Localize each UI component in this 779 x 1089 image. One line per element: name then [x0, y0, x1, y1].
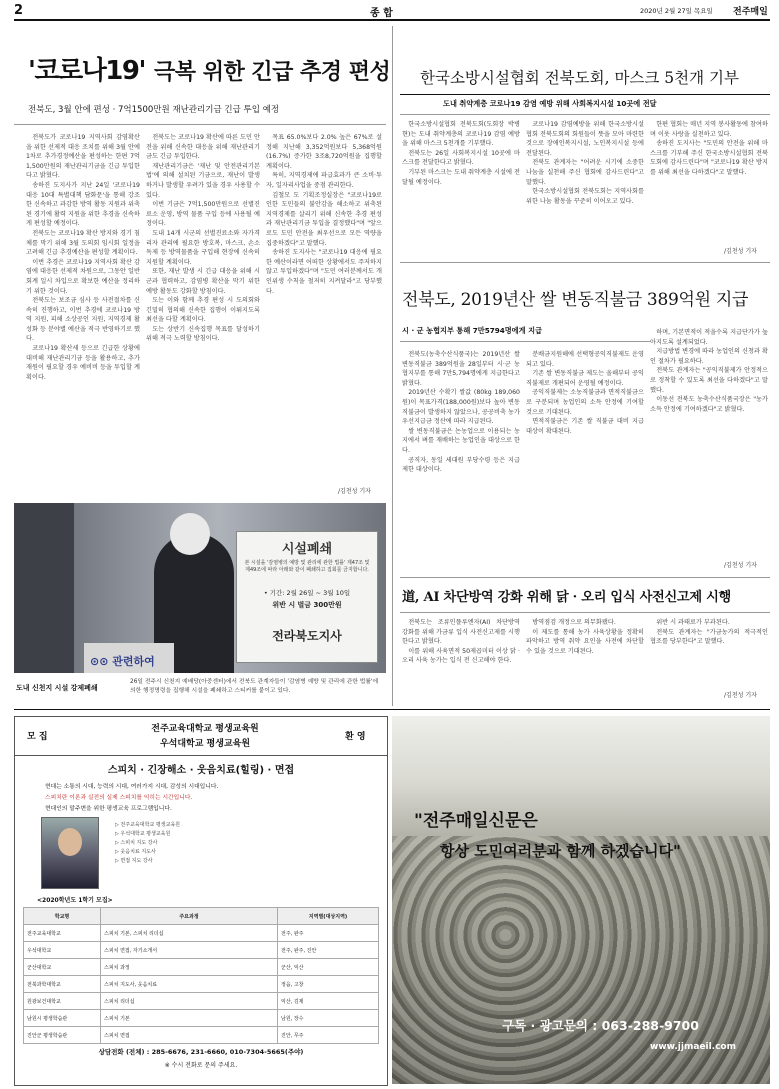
paragraph: 송하진 도지사는 "코로나19 대응에 필요한 예산이라면 어떠한 상황에서도 주저하지 않고 투입하겠다"며 "도민 여러분께서도 개인위생 수칙을 철저히 지켜달라"고 당부했다. [266, 249, 382, 295]
table-cell: 스피치 리더십 [101, 993, 278, 1010]
issue-date: 2020년 2월 27일 목요일 [640, 7, 713, 15]
paragraph: 쌀 변동직불금은 논농업으로 이용되는 농지에서 벼를 재배하는 농업인을 대상으로 한다. [402, 427, 520, 454]
paragraph: 한국소방시설협회 전북도회(도회장 박병현)는 도내 취약계층의 코로나19 감염 예방을 위해 마스크 5천개를 기부했다. [402, 121, 520, 148]
article3-subhead: 시 · 군 농협지부 통해 7만5794명에게 지급 [402, 326, 542, 335]
ad2-slogan-2: 항상 도민여러분과 함께 하겠습니다" [440, 842, 681, 860]
table-cell: 군산대학교 [24, 959, 101, 976]
paragraph: 한국소방시설협회 전북도회는 지역사회를 위한 나눔 활동을 꾸준히 이어오고 있다. [526, 188, 644, 205]
article1-headline-tag: '코로나19' [28, 56, 145, 86]
paragraph: 재난관리기금은 '재난 및 안전관리기본법'에 의해 설치된 기금으로, 재난이 발생하거나 발생할 우려가 있을 경우 사용할 수 있다. [146, 162, 260, 199]
article2-rule [400, 94, 770, 95]
article2-col2 [526, 120, 644, 260]
article2-col1 [402, 120, 520, 260]
paragraph: 한편 협회는 매년 지역 봉사활동에 참여하며 이웃 사랑을 실천하고 있다. [650, 121, 768, 138]
paragraph: 이번 추경은 코로나19 지역사회 확산 감염에 대응한 선제적 차원으로, 그동안 일반회계 일시 차입으로 확보한 예산을 정리하기 위한 것이다. [26, 258, 140, 295]
article1-col1 [26, 133, 140, 488]
paragraph: 면적직불금은 기존 쌀 직불금 대비 지급 대상이 확대된다. [526, 418, 644, 435]
paragraph: 이동선 전북도 농축수산식품국장은 "농가 소득 안정에 기여하겠다"고 밝혔다. [650, 396, 768, 413]
paragraph: 전북도는 코로나19 확산에 따른 도민 안전을 위해 신속한 대응을 위해 재난관리기금도 긴급 투입한다. [146, 134, 260, 161]
ad1-header [15, 717, 387, 756]
article2-subhead: 도내 취약계층 코로나19 감염 예방 위해 사회복지시설 10곳에 전달 [443, 99, 657, 108]
ad1-contact-note: ※ 수시 전화로 문의 주세요. [164, 1062, 238, 1069]
paragraph: 특히, 지역경제에 파급효과가 큰 소비·투자, 일자리사업을 중점 관리한다. [266, 172, 382, 189]
paragraph: 전북도 관계자는 "어려운 시기에 소중한 나눔을 실천해 주신 협회에 감사드린다"고 말했다. [526, 159, 644, 186]
table-cell: 스피치 기본, 스피치 리더십 [101, 925, 278, 942]
table-header-row [24, 908, 379, 925]
profile-line: ▷ 우석대학교 평생교육원 [115, 831, 171, 837]
paragraph: 목표 65.0%보다 2.0% 높은 67%로 설정해 지난해 3,352억원보다 5,368억원(16.7%) 증가한 3조8,720억원을 집행할 계획이다. [266, 134, 382, 170]
article2-sub-rule [400, 114, 770, 115]
table-row [24, 925, 379, 942]
paragraph: 도는 상반기 신속집행 목표를 달성하기 위해 적극 노력할 방침이다. [146, 325, 260, 343]
article3-col2 [526, 350, 644, 575]
paragraph: 김철모 도 기획조정실장은 "코로나19로 인한 도민들의 불안감을 해소하고 위축된 지역경제를 살리기 위해 신속한 추경 편성과 재난관리기금 투입을 결정했다"며 "앞으로도 도민 안전을 최우선으로 모든 역량을 집중하겠다"고 말했다. [266, 191, 382, 247]
paragraph: 이를 위해 사육면적 50제곱미터 이상 닭 · 오리 사육 농가는 입식 전 신고해야 한다. [402, 647, 520, 665]
table-cell: 익산, 김제 [278, 993, 379, 1010]
paragraph: 또한, 재난 발생 시 긴급 대응을 위해 시군과 협력하고, 감염병 확산을 막기 위한 예방 활동도 강화할 방침이다. [146, 268, 260, 295]
newspaper-promo-ad [392, 716, 770, 1084]
table-cell: 전주, 완주 [278, 925, 379, 942]
photo1-caption-text: 26일 전주시 신천지 예배당(아중센터)에서 전북도 관계자들이 '감염병 예방 및 관리에 관한 법률'에 의한 행정명령을 집행해 시설을 폐쇄하고 스티커를 붙이고 있다. [130, 679, 379, 694]
paragraph: 도는 이와 함께 추경 편성 시 도의회와 긴밀히 협의해 신속한 집행이 이뤄지도록 최선을 다할 계획이다. [146, 297, 260, 324]
ad2-slogan-1: "전주매일신문은 [414, 811, 538, 831]
article3-col1 [402, 350, 520, 575]
paragraph: 전북도는 보조금 심사 등 사전절차를 신속히 진행하고, 이번 추경에 코로나19 방역 지원, 피해 소상공인 지원, 지역경제 활성화 등 분야별 예산을 적극 반영하기로 했다. [26, 297, 140, 343]
profile-line: ▷ 웃음치료 지도사 [115, 849, 156, 855]
ad1-contact: 상담전화 (전체) : 285-6676, 231-6660, 010-7304-5665(주야) [98, 1048, 304, 1056]
column-divider [392, 26, 393, 706]
ad2-contact: 구독 · 광고문의 : 063-288-9700 [502, 1018, 699, 1033]
instructor-photo [41, 817, 99, 889]
article2-headline: 한국소방시설협회 전북도회, 마스크 5천개 기부 [420, 69, 739, 87]
paragraph: 2019년산 수확기 쌀값 (80kg 189,060원)이 목표가격(188,000원)보다 높아 변동직불금이 발생하지 않았으나, 공공비축 농가 우선지급금 정산에 따라 지급된다. [402, 389, 520, 426]
table-cell: 진안군 평생학습관 [24, 1027, 101, 1044]
article4-col2 [526, 618, 644, 698]
paragraph: 전북도가 코로나19 지역사회 감염확산을 위한 선제적 대응 조치를 위해 3월 안에 1차로 추가경정예산을 편성하는 한편 7억1,500만원의 재난관리기금을 긴급 투입한다고 밝혔다. [26, 134, 140, 180]
paragraph: 전북도(농축수산식품국)는 2019년산 쌀 변동직불금 389억원을 28일부터 시·군 농협지부를 통해 7만5,794명에게 지급한다고 밝혔다. [402, 351, 520, 387]
ad1-schedule-title: <2020학년도 1학기 모집> [37, 897, 113, 904]
paragraph: 전북도는 코로나19 확산 방지와 경기 침체를 막기 위해 3월 도의회 임시회 일정을 고려해 긴급 추경예산을 편성할 계획이다. [26, 229, 140, 257]
notice-title: 시설폐쇄 [281, 542, 333, 557]
paragraph: 지급방법 변경에 따라 농업인의 신청과 확인 절차가 필요하다. [650, 348, 768, 365]
article3-col3 [650, 328, 768, 560]
paragraph: 송하진 도지사가 지난 24일 '코로나19 대응 10대 특별대책 담화문'을 통해 강조한 신속하고 과감한 방역 활동 지원과 위축된 경기에 활력 지원을 위한 추경을 신속하게 편성할 예정이다. [26, 181, 140, 228]
paragraph: 전북도 관계자는 "가금농가의 적극적인 협조를 당부한다"고 말했다. [650, 628, 768, 646]
table-row [24, 959, 379, 976]
paragraph: 위반 시 과태료가 부과된다. [656, 619, 730, 626]
ad1-intro-3: 현대인의 말주변을 위한 평생교육 프로그램입니다. [45, 806, 172, 812]
table-row [24, 942, 379, 959]
table-cell: 정읍, 고창 [278, 976, 379, 993]
paragraph: 도내 14개 시군의 선별진료소와 자가격리자 관리에 필요한 방호복, 마스크, 손소독제 등 방역물품을 구입해 현장에 신속히 지원할 계획이다. [146, 229, 260, 266]
photo1-caption-label: 도내 신천지 시설 강제폐쇄 [16, 684, 98, 692]
notice-period: • 기간: 2월 26일 ~ 3월 10일 [263, 589, 351, 597]
table-row [24, 1010, 379, 1027]
profile-line: ▷ 전주교육대학교 평생교육원 [115, 822, 180, 828]
article1-col3 [266, 133, 382, 478]
table-cell: 스피치 지도사, 웃음치료 [101, 976, 278, 993]
article3-headline: 전북도, 2019년산 쌀 변동직불금 389억원 지급 [402, 290, 749, 310]
table-header: 지역별(대상지역) [278, 908, 379, 925]
paragraph: 기존 쌀 변동직불금 제도는 올해부터 공익직불제로 개편되어 운영될 예정이다. [526, 370, 644, 387]
table-cell: 전북과학대학교 [24, 976, 101, 993]
table-cell: 원광보건대학교 [24, 993, 101, 1010]
paragraph: 공직자, 동일 세대원 부당수령 등은 지급 제한 대상이다. [402, 456, 520, 474]
table-cell: 스피치 면접, 자기소개서 [101, 942, 278, 959]
education-ad [14, 716, 388, 1086]
ad1-intro-1: 현대는 소통의 시대, 능력의 시대, 여러가지 시대, 감성의 시대입니다. [45, 784, 219, 790]
paragraph: 이 제도를 통해 농가 사육상황을 정확히 파악하고 방역 취약 요인을 사전에 차단할 수 있을 것으로 기대된다. [526, 628, 644, 655]
article1-photo [14, 503, 386, 673]
table-cell: 전주교육대학교 [24, 925, 101, 942]
profile-line: ▷ 면접 지도 강사 [115, 858, 153, 864]
instructor-photo-face [58, 828, 82, 856]
closure-notice [236, 531, 378, 663]
table-cell: 남원, 장수 [278, 1010, 379, 1027]
article2-byline: /김천성 기자 [724, 248, 757, 255]
paragraph: 기부된 마스크는 도내 취약계층 시설에 전달될 예정이다. [402, 168, 520, 186]
table-cell: 군산, 익산 [278, 959, 379, 976]
ad1-institution-2: 우석대학교 평생교육원 [159, 739, 251, 749]
article3-sub-rule [400, 341, 650, 342]
ad2-website[interactable]: www.jjmaeil.com [650, 1042, 736, 1052]
photo-person-head [170, 513, 210, 555]
paragraph: 전북도는 26일 사회복지시설 10곳에 마스크를 전달한다고 밝혔다. [402, 149, 520, 167]
paragraph: 이번 기금은 7억1,500만원으로 선별진료소 운영, 방역 물품 구입 등에 사용될 예정이다. [146, 201, 260, 228]
table-cell: 스피치 기본 [101, 1010, 278, 1027]
paragraph: 공익직불제는 소농직불금과 면적직불금으로 구분되며 농업인의 소득 안정에 기여할 것으로 기대된다. [526, 389, 644, 416]
ad-section-rule [14, 709, 770, 710]
notice-fine: 위반 시 벌금 300만원 [272, 601, 342, 609]
article4-headline: 道, AI 차단방역 강화 위해 닭 · 오리 입식 사전신고제 시행 [402, 590, 731, 605]
paper-name: 전주매일 [733, 7, 768, 17]
paragraph: 하며, 기본면적이 적을수록 지급단가가 높아지도록 설계되었다. [650, 329, 768, 346]
notice-issuer: 전라북도지사 [272, 629, 342, 643]
paragraph: 코로나19 확산세 등으로 긴급한 상황에 대비해 재난관리기금 등을 활용하고, 추가 재원이 필요할 경우 예비비 등을 투입할 계획이다. [26, 345, 140, 381]
table-header: 학교명 [24, 908, 101, 925]
ad1-label-left: 모 집 [27, 732, 48, 742]
article4-sub-rule [400, 612, 770, 613]
paragraph: 전북도는 조류인플루엔자(AI) 차단방역 강화를 위해 가금류 입식 사전신고제를 시행한다고 밝혔다. [402, 619, 520, 646]
article1-col2 [146, 133, 260, 503]
section-title: 종 합 [370, 8, 393, 19]
photo-door-frame [14, 503, 74, 673]
article4-col1 [402, 618, 520, 698]
paragraph: 방역점검 개정으로 의무화됐다. [532, 619, 616, 626]
article1-sub-rule [14, 124, 386, 125]
profile-line: ▷ 스피치 지도 강사 [115, 840, 158, 846]
ad1-course-title: 스피치 · 긴장해소 · 웃음치료(힐링) · 면접 [107, 765, 295, 776]
article3-byline: /김천성 기자 [724, 562, 757, 569]
article1-subhead: 전북도, 3월 안에 편성 · 7억1500만원 재난관리기금 긴급 투입 예정 [28, 105, 280, 115]
table-cell: 남원시 평생학습관 [24, 1010, 101, 1027]
article3-end-rule [400, 577, 770, 578]
ad1-profile [115, 821, 315, 866]
notice-body: 본 시설을 '감염병의 예방 및 관리에 관한 법률' 제47조 및 제49조에 따라 아래와 같이 폐쇄하고 집회를 금지합니다. [244, 560, 370, 573]
table-header: 주요과정 [101, 908, 278, 925]
ad1-institution-1: 전주교육대학교 평생교육원 [151, 724, 259, 734]
photo-sign-text: ⊙⊙ 관련하여 [90, 655, 155, 668]
table-row [24, 976, 379, 993]
table-cell: 스피치 면접 [101, 1027, 278, 1044]
table-cell: 진안, 무주 [278, 1027, 379, 1044]
table-cell: 우석대학교 [24, 942, 101, 959]
table-row [24, 1027, 379, 1044]
ad1-schedule-table [23, 907, 379, 1044]
paragraph: 분배금지원해에 선택형공익직불제도 운영되고 있다. [526, 351, 644, 368]
page-number: 2 [14, 3, 24, 18]
paragraph: 코로나19 감염예방을 위해 한국소방시설협회 전북도회의 회원들이 뜻을 모아 마련한 것으로 장애인복지시설, 노인복지시설 등에 전달된다. [526, 121, 644, 157]
article2-col3 [650, 120, 768, 245]
paragraph: 전북도 관계자는 "공익직불제가 안정적으로 정착할 수 있도록 최선을 다하겠다"고 말했다. [650, 367, 768, 394]
table-row [24, 993, 379, 1010]
article1-headline [28, 50, 390, 87]
ad1-label-right: 환 영 [345, 732, 366, 742]
article2-end-rule [400, 262, 770, 263]
article1-headline-text: 극복 위한 긴급 추경 편성 [154, 60, 391, 85]
table-cell: 스피치 과정 [101, 959, 278, 976]
article4-byline: /김천성 기자 [724, 692, 757, 699]
paragraph: 송하진 도지사는 "도민의 안전을 위해 마스크를 기부해 주신 한국소방시설협회 전북도회에 감사드린다"며 "코로나19 확산 방지를 위해 최선을 다하겠다"고 말했다. [650, 140, 768, 176]
table-cell: 전주, 완주, 진안 [278, 942, 379, 959]
ad1-intro-2: 스피치란 이론과 실전의 실제 스피치를 익히는 시간입니다. [45, 795, 193, 801]
article4-col3 [650, 618, 768, 690]
header-rule [14, 19, 770, 21]
article1-byline: /김천성 기자 [338, 488, 371, 495]
